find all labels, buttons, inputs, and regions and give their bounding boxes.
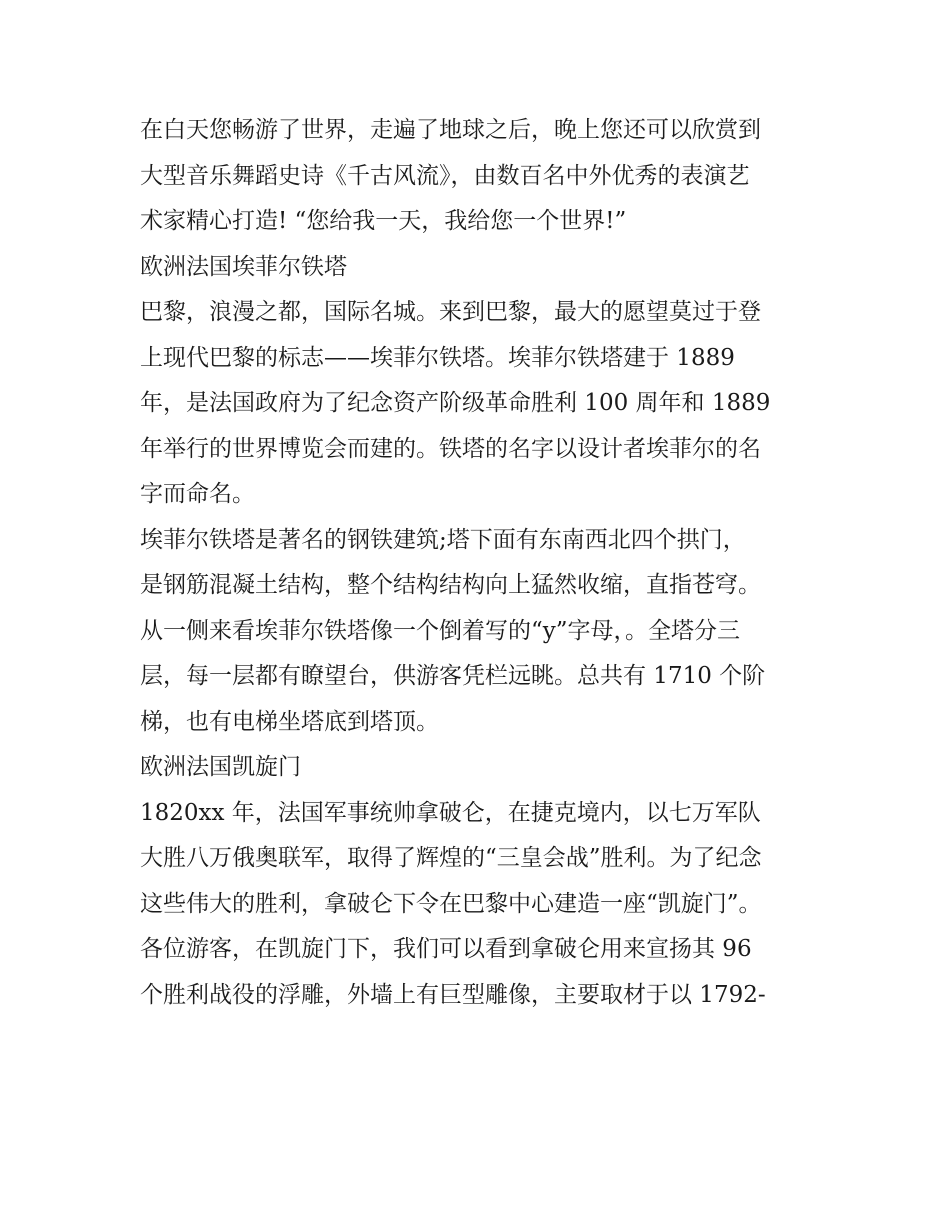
section-heading-eiffel-tower: 欧洲法国埃菲尔铁塔 [140, 253, 347, 280]
text-line: 年举行的世界博览会而建的。铁塔的名字以设计者埃菲尔的名 [140, 435, 761, 462]
text-line: 大型音乐舞蹈史诗《千古风流》，由数百名中外优秀的表演艺 [140, 162, 750, 189]
text-line: 埃菲尔铁塔是著名的钢铁建筑;塔下面有东南西北四个拱门， [140, 526, 746, 553]
text-line: 术家精心打造! “您给我一天，我给您一个世界!” [140, 208, 627, 234]
text-line: 在白天您畅游了世界，走遍了地球之后，晚上您还可以欣赏到 [140, 117, 761, 143]
section-heading-arc-de-triomphe: 欧洲法国凯旋门 [140, 754, 301, 780]
text-line: 层，每一层都有瞭望台，供游客凭栏远眺。总共有 1710 个阶 [140, 663, 766, 689]
document-body [140, 108, 820, 1018]
text-line: 从一侧来看埃菲尔铁塔像一个倒着写的“y”字母，。全塔分三 [140, 617, 741, 644]
text-line: 大胜八万俄奥联军，取得了辉煌的“三皇会战”胜利。为了纪念 [140, 845, 762, 871]
text-line: 这些伟大的胜利，拿破仑下令在巴黎中心建造一座“凯旋门”。 [140, 890, 762, 917]
text-line: 巴黎，浪漫之都，国际名城。来到巴黎，最大的愿望莫过于登 [140, 299, 761, 325]
text-line: 是钢筋混凝土结构，整个结构结构向上猛然收缩，直指苍穹。 [140, 572, 761, 598]
text-line: 上现代巴黎的标志——埃菲尔铁塔。埃菲尔铁塔建于 1889 [140, 344, 735, 371]
text-line: 字而命名。 [140, 481, 255, 507]
text-line: 1820xx 年，法国军事统帅拿破仑，在捷克境内，以七万军队 [140, 799, 761, 826]
text-line: 年，是法国政府为了纪念资产阶级革命胜利 100 周年和 1889 [140, 390, 771, 416]
text-line: 各位游客，在凯旋门下，我们可以看到拿破仑用来宣扬其 96 [140, 936, 752, 962]
text-line: 个胜利战役的浮雕，外墙上有巨型雕像，主要取材于以 1792- [140, 981, 766, 1008]
text-line: 梯，也有电梯坐塔底到塔顶。 [140, 708, 439, 735]
